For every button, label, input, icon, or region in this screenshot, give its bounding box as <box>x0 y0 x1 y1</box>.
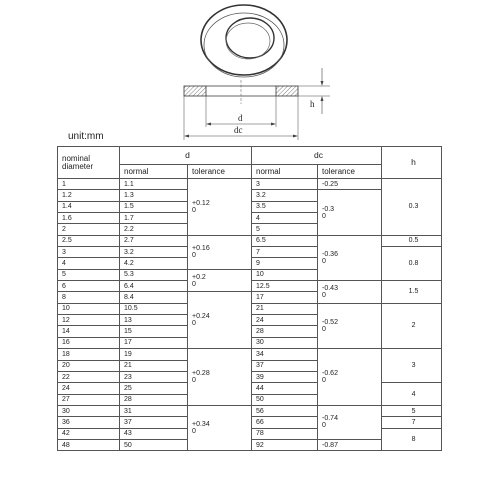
dc-normal-cell: 3.2 <box>252 190 318 201</box>
d-tolerance-cell <box>188 269 252 292</box>
d-normal-cell: 6.4 <box>120 281 188 292</box>
dc-normal-cell: 21 <box>252 303 318 314</box>
h-cell: 1.5 <box>382 281 442 304</box>
d-normal-cell: 15 <box>120 326 188 337</box>
dc-normal-cell: 28 <box>252 326 318 337</box>
header-dc-tolerance: tolerance <box>318 165 382 179</box>
d-tolerance-upper: +0.16 <box>192 245 210 253</box>
dc-tolerance-cell <box>318 303 382 348</box>
h-cell: 7 <box>382 417 442 428</box>
dc-tolerance-upper: -0.3 <box>322 205 335 213</box>
h-cell: 0.3 <box>382 179 442 236</box>
dc-normal-cell: 3 <box>252 179 318 190</box>
header-d: d <box>120 147 252 165</box>
d-normal-cell: 37 <box>120 417 188 428</box>
dc-tolerance-cell <box>318 179 382 190</box>
d-normal-cell: 8.4 <box>120 292 188 303</box>
dc-tolerance-lower: 0 <box>322 422 326 430</box>
dc-tolerance-upper: -0.43 <box>322 284 338 292</box>
nominal-diameter-cell: 5 <box>58 269 120 280</box>
d-tolerance-cell <box>188 292 252 349</box>
nominal-diameter-cell: 8 <box>58 292 120 303</box>
dc-normal-cell: 50 <box>252 394 318 405</box>
d-normal-cell: 21 <box>120 360 188 371</box>
d-normal-cell: 28 <box>120 394 188 405</box>
dc-normal-cell: 39 <box>252 371 318 382</box>
h-cell: 0.5 <box>382 235 442 246</box>
nominal-diameter-cell: 6 <box>58 281 120 292</box>
dc-normal-cell: 78 <box>252 428 318 439</box>
dc-normal-cell: 44 <box>252 383 318 394</box>
table-row <box>58 235 442 246</box>
d-tolerance-upper: +0.12 <box>192 199 210 207</box>
d-normal-cell: 10.5 <box>120 303 188 314</box>
dc-normal-cell: 9 <box>252 258 318 269</box>
d-normal-cell: 1.7 <box>120 213 188 224</box>
label-dc: dc <box>234 125 243 135</box>
d-tolerance-lower: 0 <box>192 320 196 328</box>
d-normal-cell: 19 <box>120 349 188 360</box>
header-dc: dc <box>252 147 382 165</box>
d-normal-cell: 3.2 <box>120 247 188 258</box>
dc-tolerance-upper: -0.36 <box>322 250 338 258</box>
d-tolerance-upper: +0.34 <box>192 421 210 429</box>
dc-normal-cell: 10 <box>252 269 318 280</box>
dc-normal-cell: 34 <box>252 349 318 360</box>
washer-cross-section <box>184 80 298 104</box>
d-normal-cell: 43 <box>120 428 188 439</box>
header-d-tolerance: tolerance <box>188 165 252 179</box>
dc-tolerance-upper: -0.52 <box>322 318 338 326</box>
d-tolerance-cell <box>188 235 252 269</box>
d-tolerance-cell <box>188 179 252 236</box>
d-tolerance-lower: 0 <box>192 206 196 214</box>
dc-tolerance-cell <box>318 235 382 280</box>
nominal-diameter-cell: 10 <box>58 303 120 314</box>
nominal-diameter-cell: 48 <box>58 439 120 450</box>
d-tolerance-lower: 0 <box>192 428 196 436</box>
d-tolerance-upper: +0.2 <box>192 273 206 281</box>
h-cell: 5 <box>382 405 442 416</box>
header-h: h <box>382 147 442 179</box>
table-row <box>58 405 442 416</box>
dc-normal-cell: 3.5 <box>252 201 318 212</box>
nominal-diameter-cell: 16 <box>58 337 120 348</box>
table-row <box>58 179 442 190</box>
dc-tolerance-cell <box>318 405 382 439</box>
h-cell: 4 <box>382 383 442 406</box>
dc-tolerance-lower: 0 <box>322 325 326 333</box>
dc-normal-cell: 24 <box>252 315 318 326</box>
dc-normal-cell: 92 <box>252 439 318 450</box>
header-dc-normal: normal <box>252 165 318 179</box>
dc-normal-cell: 56 <box>252 405 318 416</box>
spec-table-body <box>58 179 442 451</box>
d-normal-cell: 1.3 <box>120 190 188 201</box>
nominal-diameter-cell: 3 <box>58 247 120 258</box>
label-h: h <box>310 99 315 109</box>
dc-tolerance-cell <box>318 281 382 304</box>
dc-tolerance-upper: -0.87 <box>322 441 338 449</box>
nominal-diameter-cell: 20 <box>58 360 120 371</box>
dc-tolerance-lower: 0 <box>322 291 326 299</box>
h-cell: 0.8 <box>382 247 442 281</box>
washer-spec-table <box>57 146 442 451</box>
header-row-1 <box>58 147 442 165</box>
nominal-diameter-cell: 42 <box>58 428 120 439</box>
washer-drawing <box>0 0 500 146</box>
dc-normal-cell: 17 <box>252 292 318 303</box>
dc-normal-cell: 37 <box>252 360 318 371</box>
header-d-normal: normal <box>120 165 188 179</box>
nominal-diameter-cell: 1.2 <box>58 190 120 201</box>
dc-normal-cell: 5 <box>252 224 318 235</box>
d-tolerance-upper: +0.28 <box>192 370 210 378</box>
nominal-diameter-cell: 1.4 <box>58 201 120 212</box>
table-row <box>58 349 442 360</box>
d-tolerance-lower: 0 <box>192 252 196 260</box>
d-normal-cell: 31 <box>120 405 188 416</box>
nominal-diameter-cell: 36 <box>58 417 120 428</box>
h-cell: 2 <box>382 303 442 348</box>
dc-tolerance-cell <box>318 439 382 450</box>
dc-tolerance-upper: -0.74 <box>322 415 338 423</box>
nominal-diameter-cell: 24 <box>58 383 120 394</box>
nominal-diameter-cell: 1.6 <box>58 213 120 224</box>
dc-normal-cell: 30 <box>252 337 318 348</box>
dc-normal-cell: 66 <box>252 417 318 428</box>
dc-tolerance-upper: -0.62 <box>322 370 338 378</box>
dc-normal-cell: 7 <box>252 247 318 258</box>
d-normal-cell: 50 <box>120 439 188 450</box>
d-tolerance-cell <box>188 349 252 406</box>
d-tolerance-lower: 0 <box>192 280 196 288</box>
dc-tolerance-lower: 0 <box>322 212 326 220</box>
dc-tolerance-lower: 0 <box>322 377 326 385</box>
dc-tolerance-cell <box>318 190 382 235</box>
dc-tolerance-lower: 0 <box>322 257 326 265</box>
d-normal-cell: 23 <box>120 371 188 382</box>
dc-tolerance-cell <box>318 349 382 406</box>
d-normal-cell: 1.5 <box>120 201 188 212</box>
nominal-diameter-cell: 1 <box>58 179 120 190</box>
d-normal-cell: 1.1 <box>120 179 188 190</box>
nominal-diameter-cell: 2.5 <box>58 235 120 246</box>
d-tolerance-upper: +0.24 <box>192 313 210 321</box>
d-normal-cell: 5.3 <box>120 269 188 280</box>
header-nominal-diameter: nominal diameter <box>58 147 120 179</box>
h-cell: 3 <box>382 349 442 383</box>
nominal-diameter-cell: 30 <box>58 405 120 416</box>
washer-perspective-view <box>201 5 287 77</box>
dc-normal-cell: 4 <box>252 213 318 224</box>
nominal-diameter-cell: 2 <box>58 224 120 235</box>
label-d: d <box>238 113 243 123</box>
d-tolerance-cell <box>188 405 252 450</box>
nominal-diameter-cell: 27 <box>58 394 120 405</box>
nominal-diameter-cell: 14 <box>58 326 120 337</box>
nominal-diameter-cell: 12 <box>58 315 120 326</box>
dc-tolerance-upper: -0.25 <box>322 180 338 188</box>
dc-normal-cell: 12.5 <box>252 281 318 292</box>
dimension-h <box>298 68 330 114</box>
nominal-diameter-cell: 18 <box>58 349 120 360</box>
dc-normal-cell: 6.5 <box>252 235 318 246</box>
d-normal-cell: 2.7 <box>120 235 188 246</box>
nominal-diameter-cell: 22 <box>58 371 120 382</box>
d-tolerance-lower: 0 <box>192 377 196 385</box>
d-normal-cell: 25 <box>120 383 188 394</box>
d-normal-cell: 13 <box>120 315 188 326</box>
nominal-diameter-cell: 4 <box>58 258 120 269</box>
unit-label: unit:mm <box>68 131 104 142</box>
d-normal-cell: 17 <box>120 337 188 348</box>
h-cell: 8 <box>382 428 442 451</box>
d-normal-cell: 2.2 <box>120 224 188 235</box>
d-normal-cell: 4.2 <box>120 258 188 269</box>
